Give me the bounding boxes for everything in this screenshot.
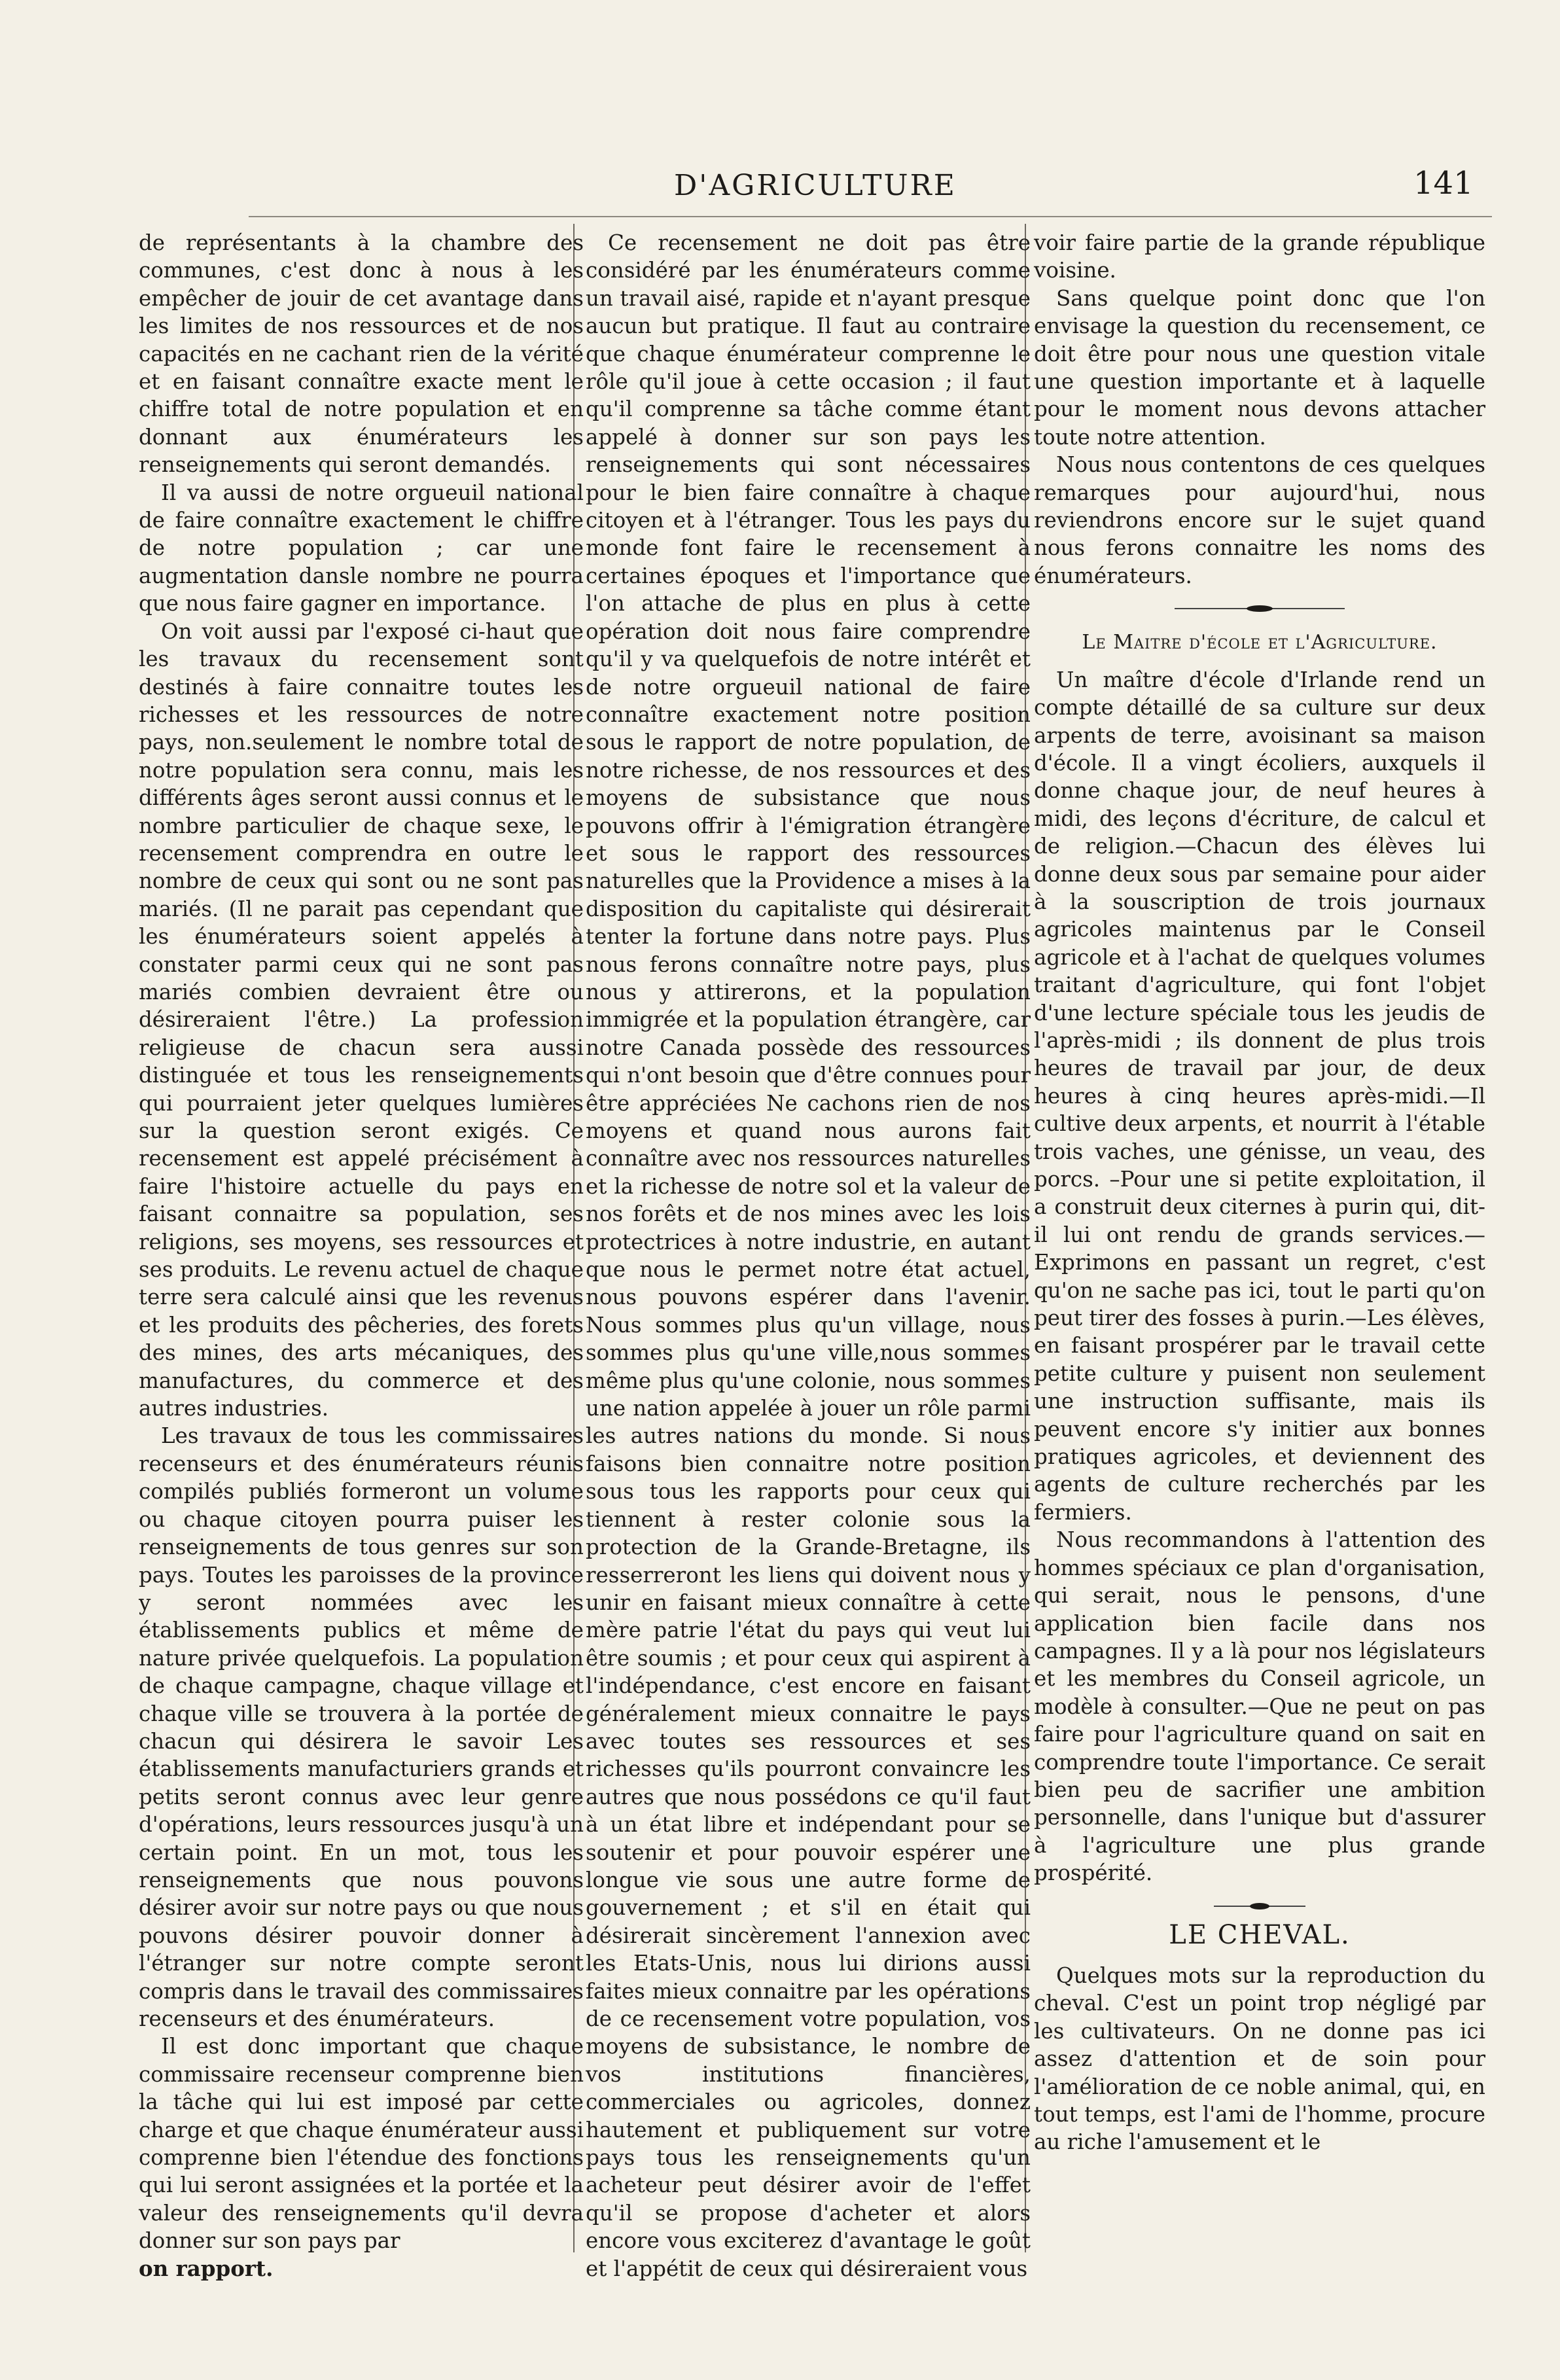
header-rule <box>249 216 1492 217</box>
page-number: 141 <box>1413 165 1474 202</box>
ornament-mark <box>1250 1903 1269 1909</box>
paragraph: Il est donc important que chaque commissaire recenseur comprenne bien la tâche qui lui est imposé par cette charge et que chaque énumérateur aussi comprenne bien l'étendue des fonctions qui lui seront assignées et la portée et la valeur des renseignements qu'il devra donner sur son pays par <box>139 2034 584 2254</box>
section-ornament <box>1175 604 1345 613</box>
column-left <box>139 229 584 2282</box>
column-middle <box>586 229 1031 2282</box>
paragraph: Un maître d'école d'Irlande rend un compte détaillé de sa culture sur deux arpents de terre, avoisinant sa maison d'école. Il a vingt écoliers, auxquels il donne chaque jour, de neuf heures à midi, des leçons d'écriture, de calcul et de religion.—Chacun des élèves lui donne deux sous par semaine pour aider à la souscription de trois journaux agricoles maintenus par le Conseil agricole et à l'achat de quelques volumes traitant d'agriculture, qui font l'objet d'une lecture spéciale tous les jeudis de l'après-midi ; ils donnent de plus trois heures de travail par jour, de deux heures à cinq heures après-midi.—Il cultive deux arpents, et nourrit à l'étable trois vaches, une génisse, un veau, des porcs. –Pour une si petite exploitation, il a construit deux citernes à purin qui, dit-il lui ont rendu de grands services.—Exprimons en passant un regret, c'est qu'on ne sache pas ici, tout le parti qu'on peut tirer des fosses à purin.—Les élèves, en faisant prospérer par le travail cette petite culture y puisent non seulement une instruction suffisante, mais ils peuvent encore s'y initier aux bonnes pratiques agricoles, et deviennent des agents de culture recherchés par les fermiers. <box>1034 667 1485 1525</box>
paragraph: Sans quelque point donc que l'on envisage la question du recensement, ce doit être pour nous une question vitale une question importante et à laquelle pour le moment nous devons attacher toute notre attention. <box>1034 285 1485 450</box>
ornament-mark <box>1247 605 1273 612</box>
section-ornament <box>1214 1902 1305 1911</box>
paragraph: On voit aussi par l'exposé ci-haut que les travaux du recensement sont destinés à faire connaitre toutes les richesses et les ressources de notre pays, non.seulement le nombre total de notre population sera connu, mais les différents âges seront aussi connus et le nombre particulier de chaque sexe, le recensement comprendra en outre le nombre de ceux qui sont ou ne sont pas mariés. (Il ne parait pas cependant que les énumérateurs soient appelés à constater parmi ceux qui ne sont pas mariés combien devraient être ou désireraient l'être.) La profession religieuse de chacun sera aussi distinguée et tous les renseignements qui pourraient jeter quelques lumières sur la question seront exigés. Ce recensement est appelé précisément à faire l'histoire actuelle du pays en faisant connaitre sa population, ses religions, ses moyens, ses ressources et ses produits. Le revenu actuel de chaque terre sera calculé ainsi que les revenus et les produits des pêcheries, des forets des mines, des arts mécaniques, des manufactures, du commerce et des autres industries. <box>139 618 584 1421</box>
paragraph: Les travaux de tous les commissaires recenseurs et des énumérateurs réunis compilés publiés formeront un volume ou chaque citoyen pourra puiser les renseignements de tous genres sur son pays. Toutes les paroisses de la province y seront nommées avec les établissements publics et même de nature privée quelquefois. La population de chaque campagne, chaque village et chaque ville se trouvera à la portée de chacun qui désirera le savoir Les établissements manufacturiers grands et petits seront connus avec leur genre d'opérations, leurs ressources jusqu'à un certain point. En un mot, tous les renseignements que nous pouvons désirer avoir sur notre pays ou que nous pouvons désirer pouvoir donner à l'étranger sur notre compte seront compris dans le travail des commissaires recenseurs et des énumérateurs. <box>139 1423 584 2031</box>
paragraph: Nous recommandons à l'attention des hommes spéciaux ce plan d'organisation, qui serait, nous le pensons, d'une application bien facile dans nos campagnes. Il y a là pour nos législateurs et les membres du Conseil agricole, un modèle à consulter.—Que ne peut on pas faire pour l'agriculture quand on sait en comprendre toute l'importance. Ce serait bien peu de sacrifier une ambition personnelle, dans l'unique but d'assurer à l'agriculture une plus grande prospérité. <box>1034 1527 1485 1886</box>
running-title: D'AGRICULTURE <box>674 169 957 202</box>
paragraph: Il va aussi de notre orgueuil national de faire connaître exactement le chiffre de notre population ; car une augmentation dansle nombre ne pourra que nous faire gagner en importance. <box>139 480 584 616</box>
paragraph-end: on rapport. <box>139 2255 274 2281</box>
section-title: Le Maitre d'école et l'Agriculture. <box>1082 631 1438 654</box>
paragraph: voir faire partie de la grande république voisine. <box>1034 230 1485 283</box>
page-header <box>0 152 1560 204</box>
paragraph: Quelques mots sur la reproduction du cheval. C'est un point trop négligé par les cultivateurs. On ne donne pas ici assez d'attention et de soin pour l'amélioration de ce noble animal, qui, en tout temps, est l'ami de l'homme, procure au riche l'amusement et le <box>1034 1963 1485 2155</box>
column-right <box>1034 229 1485 2156</box>
article-title: LE CHEVAL. <box>1169 1919 1351 1950</box>
paragraph: Ce recensement ne doit pas être considéré par les énumérateurs comme un travail aisé, rapide et n'ayant presque aucun but pratique. Il faut au contraire que chaque énumérateur comprenne le rôle qu'il joue à cette occasion ; il faut qu'il comprenne sa tâche comme étant appelé à donner sur son pays les renseignements qui sont nécessaires pour le bien faire connaître à chaque citoyen et à l'étranger. Tous les pays du monde font faire le recensement à certaines époques et l'importance que l'on attache de plus en plus à cette opération doit nous faire comprendre qu'il y va quelquefois de notre intérêt et de notre orgueuil national de faire connaître exactement notre position sous le rapport de notre population, de notre richesse, de nos ressources et des moyens de subsistance que nous pouvons offrir à l'émigration étrangère et sous le rapport des ressources naturelles que la Providence a mises à la disposition du capitaliste qui désirerait tenter la fortune dans notre pays. Plus nous ferons connaître notre pays, plus nous y attirerons, et la population immigrée et la population étrangère, car notre Canada possède des ressources qui n'ont besoin que d'être connues pour être appréciées Ne cachons rien de nos moyens et quand nous aurons fait connaître avec nos ressources naturelles et la richesse de notre sol et la valeur de nos forêts et de nos mines avec les lois protectrices à notre industrie, en autant que nous le permet notre état actuel, nous pouvons espérer dans l'avenir. Nous sommes plus qu'un village, nous sommes plus qu'une ville,nous sommes même plus qu'une colonie, nous sommes une nation appelée à jouer un rôle parmi les autres nations du monde. Si nous faisons bien connaitre notre position sous tous les rapports pour ceux qui tiennent à rester colonie sous la protection de la Grande-Bretagne, ils resserreront les liens qui doivent nous y unir en faisant mieux connaître à cette mère patrie l'état du pays qui veut lui être soumis ; et pour ceux qui aspirent à l'indépendance, c'est encore en faisant généralement mieux connaitre le pays avec toutes ses ressources et ses richesses qu'ils pourront convaincre les autres que nous possédons ce qu'il faut à un état libre et indépendant pour se soutenir et pour pouvoir espérer une longue vie sous une autre forme de gouvernement ; et s'il en était qui désirerait sincèrement l'annexion avec les Etats-Unis, nous lui dirions aussi faites mieux connaitre par les opérations de ce recensement votre population, vos moyens de subsistance, le nombre de vos institutions financières, commerciales ou agricoles, donnez hautement et publiquement sur votre pays tous les renseignements qu'un acheteur peut désirer avoir de l'effet qu'il se propose d'acheter et alors encore vous exciterez d'avantage le goût et l'appétit de ceux qui désireraient vous <box>586 230 1031 2281</box>
paragraph: Nous nous contentons de ces quelques remarques pour aujourd'hui, nous reviendrons encore sur le sujet quand nous ferons connaitre les noms des énumérateurs. <box>1034 452 1485 588</box>
paragraph: de représentants à la chambre des communes, c'est donc à nous à les empêcher de jouir de cet avantage dans les limites de nos ressources et de nos capacités en ne cachant rien de la vérité et en faisant connaître exacte ment le chiffre total de notre population et en donnant aux énumérateurs les renseignements qui seront demandés. <box>139 230 584 478</box>
